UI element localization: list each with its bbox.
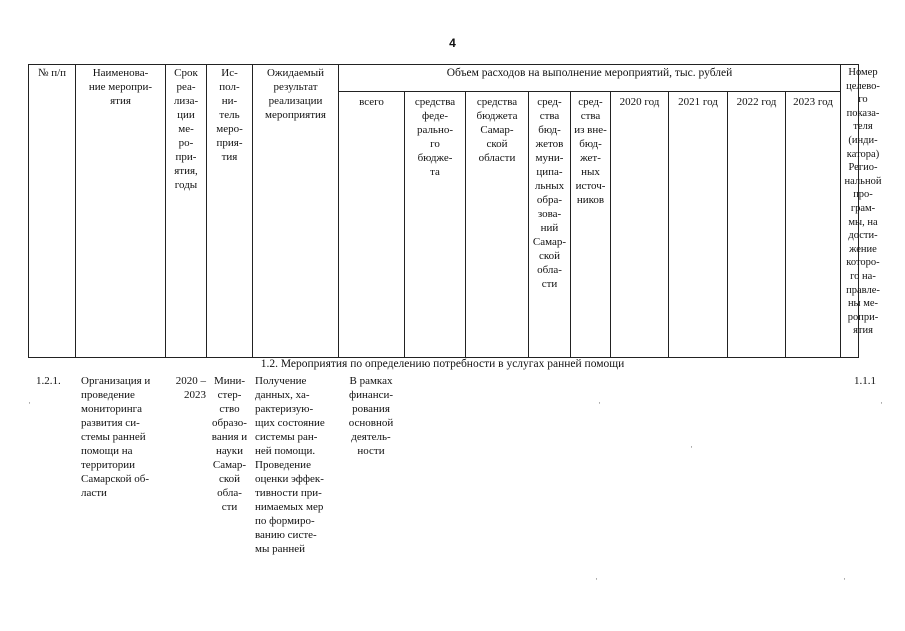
expenses-subheader-line [338, 91, 840, 92]
scan-speck: · [880, 398, 883, 408]
header-2021: 2021 год [678, 96, 718, 108]
row-indicator: 1.1.1 [854, 375, 876, 387]
scan-speck: · [690, 442, 693, 452]
row-result: Получение данных, ха- рактеризую- щих состояние системы ран- ней помощи. Проведение оценки эффек- тивности при- нимаемых мер по формиро- ванию систе- мы ранней [255, 375, 325, 555]
row-executor: Мини- стер- ство образо- вания и науки Самар- ской обла- сти [211, 375, 248, 513]
header-name: Наименова- ние меропри- ятия [88, 67, 153, 107]
header-indicator: Номер целево- го показа- теля (инди- катора) Регио- нальной про- грам- мы, на дости- жение которо- го на- правле- ны ме- ропри- ятия [844, 67, 882, 337]
row-term: 2020 – 2023 [175, 375, 206, 401]
section-title: 1.2. Мероприятия по определению потребности в услугах ранней помощи [260, 358, 625, 370]
header-2020: 2020 год [619, 96, 660, 108]
header-extra: сред- ства из вне- бюд- жет- ных источ- ников [574, 96, 607, 206]
header-2022: 2022 год [736, 96, 777, 108]
scan-speck: · [598, 398, 601, 408]
scan-speck: · [595, 574, 598, 584]
row-name: Организация и проведение мониторинга развития си- стемы ранней помощи на территории Самарской об- ласти [81, 375, 151, 499]
scan-speck: · [28, 398, 31, 408]
header-federal: средства феде- рально- го бюдже- та [414, 96, 456, 178]
header-result: Ожидаемый результат реализации мероприятия [265, 67, 326, 121]
column-divider [668, 91, 669, 357]
header-2023: 2023 год [793, 96, 833, 108]
row-number: 1.2.1. [36, 375, 61, 387]
header-number: № п/п [37, 67, 67, 79]
header-total: всего [359, 96, 384, 108]
column-divider [785, 91, 786, 357]
column-divider [727, 91, 728, 357]
header-municipal: сред- ства бюд- жетов муни- ципа- льных обра- зова- ний Самар- ской обла- сти [532, 96, 567, 290]
row-total: В рамках финанси- рования основной деятель- ности [348, 375, 394, 457]
header-expenses: Объем расходов на выполнение мероприятий, тыс. рублей [446, 67, 733, 79]
header-regional: средства бюджета Самар- ской области [476, 96, 518, 164]
scan-speck: · [843, 574, 846, 584]
header-executor: Ис- пол- ни- тель меро- прия- тия [216, 67, 243, 163]
page-number: 4 [449, 36, 456, 50]
column-divider [610, 91, 611, 357]
header-term: Срок реа- лиза- ции ме- ро- при- ятия, годы [173, 67, 199, 191]
